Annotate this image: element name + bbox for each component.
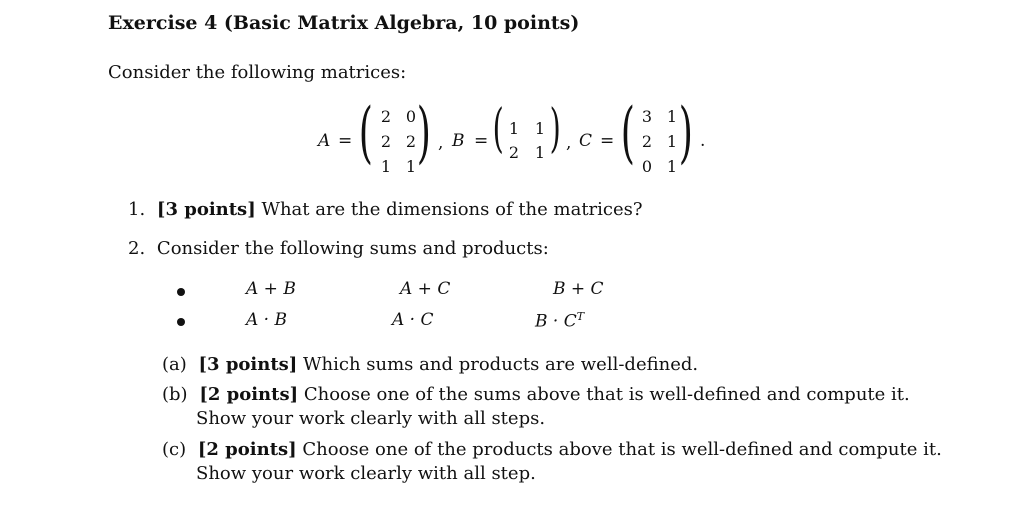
matrix-cell: 3: [641, 107, 653, 126]
product-expression: A · C: [392, 310, 434, 330]
comma: ,: [566, 133, 572, 153]
right-paren: ): [416, 94, 431, 171]
matrix-cell: 1: [666, 132, 678, 151]
matrix-cell: 1: [666, 157, 678, 176]
right-paren: ): [549, 99, 561, 159]
subquestion-label: (a): [162, 354, 187, 375]
subquestion-text: Choose one of the sums above that is well-defined and compute it.: [298, 384, 910, 405]
matrix-cell: 2: [380, 107, 392, 126]
left-paren: (: [620, 94, 635, 171]
product-expression: [535, 310, 584, 332]
matrix-cell: 1: [380, 157, 392, 176]
subquestion-c-continued: Show your work clearly with all step.: [196, 463, 536, 484]
subquestion-label: (b): [162, 384, 188, 405]
exercise-title: Exercise 4 (Basic Matrix Algebra, 10 points): [108, 12, 580, 34]
subquestion-c: [162, 439, 942, 460]
matrix-cell: 1: [534, 119, 546, 138]
matrix-cell: 0: [641, 157, 653, 176]
subquestion-b: [162, 384, 910, 405]
points-label: [3 points]: [156, 199, 256, 220]
matrix-cell: 0: [405, 107, 417, 126]
matrix-cell: 1: [666, 107, 678, 126]
matrix-b-name: B: [452, 131, 465, 151]
question-text: Consider the following sums and products:: [156, 238, 549, 259]
sum-expression: A + C: [400, 279, 451, 299]
left-paren: (: [492, 99, 504, 159]
matrix-cell: 2: [641, 132, 653, 151]
matrix-cell: 2: [405, 132, 417, 151]
equals-sign: =: [474, 131, 489, 151]
matrix-cell: 1: [534, 143, 546, 162]
question-1: [128, 199, 643, 220]
question-text: What are the dimensions of the matrices?: [255, 199, 643, 220]
question-number: 1.: [128, 199, 146, 220]
right-paren: ): [678, 94, 693, 171]
subquestion-text: Which sums and products are well-defined.: [297, 354, 699, 375]
subquestion-b-continued: Show your work clearly with all steps.: [196, 408, 546, 429]
question-number: 2.: [128, 238, 146, 259]
product-expression: A · B: [246, 310, 287, 330]
equals-sign: =: [338, 131, 353, 151]
points-label: [2 points]: [199, 384, 299, 405]
matrix-a-name: A: [318, 131, 331, 151]
matrix-cell: 2: [508, 143, 520, 162]
sum-expression: B + C: [553, 279, 604, 299]
points-label: [3 points]: [198, 354, 298, 375]
transpose-superscript: T: [576, 310, 585, 323]
subquestion-label: (c): [162, 439, 187, 460]
equals-sign: =: [600, 131, 615, 151]
matrix-cell: 1: [405, 157, 417, 176]
bullet-icon: [177, 288, 185, 296]
sum-expression: A + B: [246, 279, 296, 299]
bullet-icon: [177, 318, 185, 326]
comma: ,: [438, 133, 444, 153]
intro-text: Consider the following matrices:: [108, 62, 407, 83]
product-text: B · C: [535, 311, 577, 332]
left-paren: (: [358, 94, 373, 171]
period: .: [700, 131, 706, 151]
matrix-cell: 2: [380, 132, 392, 151]
points-label: [2 points]: [197, 439, 297, 460]
matrix-cell: 1: [508, 119, 520, 138]
subquestion-a: [162, 354, 698, 375]
matrix-c-name: C: [579, 131, 593, 151]
subquestion-text: Choose one of the products above that is well-defined and compute it.: [296, 439, 942, 460]
question-2: [128, 238, 549, 259]
